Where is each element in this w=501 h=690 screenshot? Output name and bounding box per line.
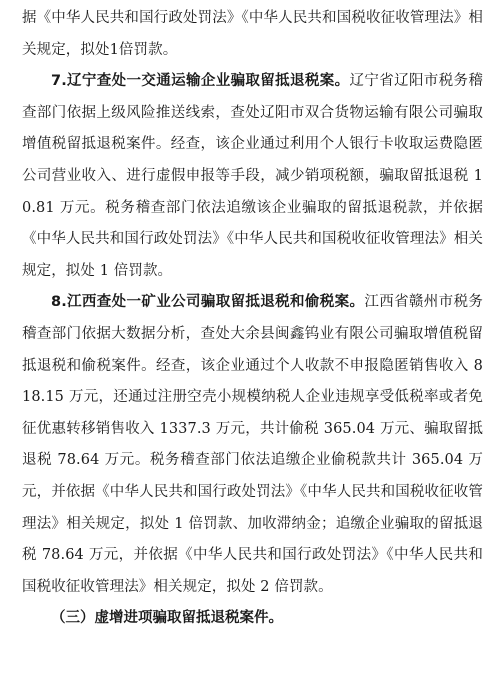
case-7-paragraph	[22, 66, 483, 287]
section-heading: （三）虚增进项骗取留抵退税案件。	[51, 610, 283, 627]
case-8-heading: 8.江西查处一矿业公司骗取留抵退税和偷税案。	[51, 294, 365, 311]
case-7-heading: 7.辽宁查处一交通运输企业骗取留抵退税案。	[51, 73, 350, 90]
case-8-paragraph	[22, 287, 483, 603]
case-7-body: 辽宁省辽阳市税务稽查部门依据上级风险推送线索，查处辽阳市双合货物运输有限公司骗取增值税留抵退税案件。经查，该企业通过利用个人银行卡收取运费隐匿公司营业收入、进行虚假申报等手段，减少销项税额，骗取留抵退税 10.81 万元。税务稽查部门依法追缴该企业骗取的留抵退税款，并依据《中华人民共和国行政处罚法》《中华人民共和国税收征收管理法》相关规定，拟处 1 倍罚款。	[22, 73, 483, 279]
paragraph-continuation: 据《中华人民共和国行政处罚法》《中华人民共和国税收征收管理法》相关规定，拟处1倍罚款。	[22, 10, 483, 58]
case-8-body: 江西省赣州市税务稽查部门依据大数据分析，查处大余县闽鑫钨业有限公司骗取增值税留抵退税和偷税案件。经查，该企业通过个人收款不申报隐匿销售收入 818.15 万元，还通过注册空壳小规模纳税人企业违规享受低税率或者免征优惠转移销售收入 1337.3 万元，共计偷税 365.04 万元、骗取留抵退税 78.64 万元。税务稽查部门依法追缴企业偷税款共计 365.04 万元，并依据《中华人民共和国行政处罚法》《中华人民共和国税收征收管理法》相关规定，拟处 1 倍罚款、加收滞纳金；追缴企业骗取的留抵退税 78.64 万元，并依据《中华人民共和国行政处罚法》《中华人民共和国税收征收管理法》相关规定，拟处 2 倍罚款。	[22, 294, 483, 595]
